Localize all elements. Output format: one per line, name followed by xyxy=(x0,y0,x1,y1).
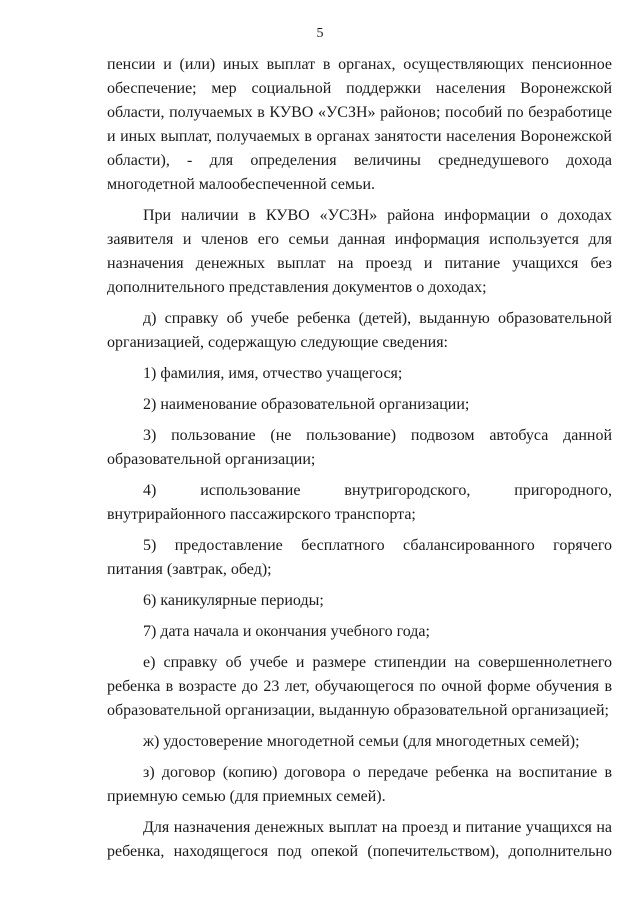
list-item-3-school-bus: 3) пользование (не пользование) подвозом автобуса данной образовательной организации; xyxy=(107,427,612,468)
list-item-2-organization-name: 2) наименование образовательной организации; xyxy=(143,396,470,413)
paragraph-guardianship-continued: Для назначения денежных выплат на проезд и питание учащихся на ребенка, находящегося под опекой (попечительством), дополнительно xyxy=(107,819,612,860)
list-item-7-school-year-dates: 7) дата начала и окончания учебного года; xyxy=(143,623,430,640)
paragraph-item-z-foster-agreement: з) договор (копию) договора о передаче ребенка на воспитание в приемную семью (для приемных семей). xyxy=(107,764,612,805)
paragraph-item-d-study-certificate: д) справку об учебе ребенка (детей), выданную образовательной организацией, содержащую следующие сведения: xyxy=(107,310,612,351)
list-item-5-free-meals: 5) предоставление бесплатного сбалансированного горячего питания (завтрак, обед); xyxy=(107,537,612,578)
list-item-1-full-name: 1) фамилия, имя, отчество учащегося; xyxy=(143,365,403,382)
paragraph-item-e-stipend-certificate: е) справку об учебе и размере стипендии на совершеннолетнего ребенка в возрасте до 23 лет, обучающегося по очной форме обучения в образовательной организации, выданную образовательной организацией; xyxy=(107,654,612,719)
document-body xyxy=(107,53,612,871)
paragraph-item-zh-large-family-id: ж) удостоверение многодетной семьи (для многодетных семей); xyxy=(143,733,580,750)
list-item-6-holidays: 6) каникулярные периоды; xyxy=(143,592,324,609)
paragraph-income-info-available: При наличии в КУВО «УСЗН» района информации о доходах заявителя и членов его семьи данная информация используется для назначения денежных выплат на проезд и питание учащихся без дополнительного представления документов о доходах; xyxy=(107,207,612,296)
page-number: 5 xyxy=(316,26,324,41)
paragraph-income-sources-continued: пенсии и (или) иных выплат в органах, осуществляющих пенсионное обеспечение; мер социальной поддержки населения Воронежской области, получаемых в КУВО «УСЗН» районов; пособий по безработице и иных выплат, получаемых в органах занятости населения Воронежской области), - для определения величины среднедушевого дохода многодетной малообеспеченной семьи. xyxy=(107,56,612,193)
list-item-4-public-transport: 4) использование внутригородского, пригородного, внутрирайонного пассажирского транспорта; xyxy=(107,482,612,523)
